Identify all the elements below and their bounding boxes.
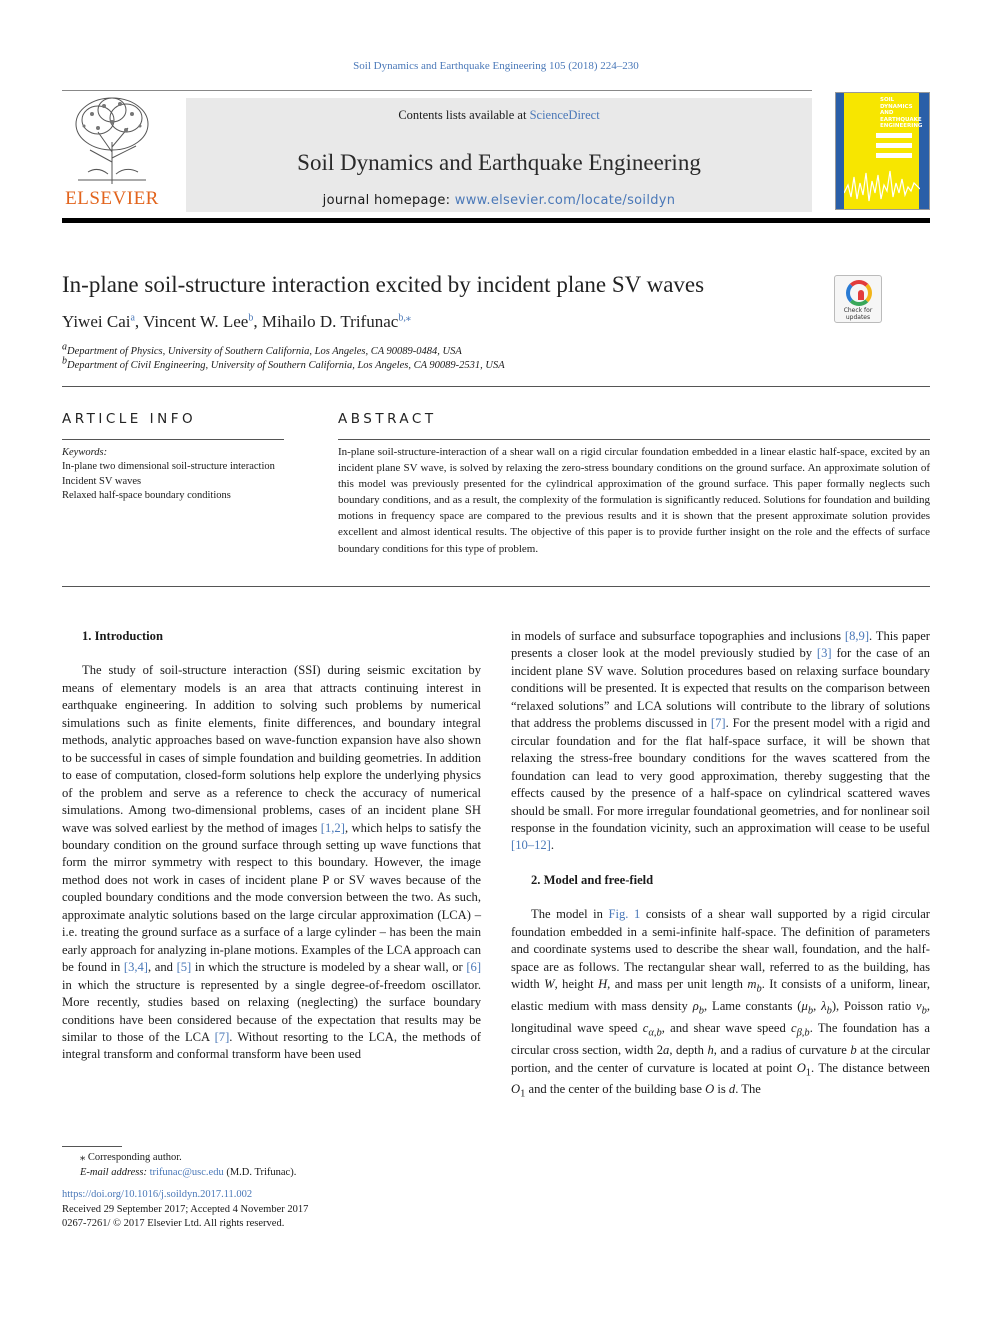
cover-bars [876, 133, 912, 163]
journal-homepage: journal homepage: www.elsevier.com/locate/soildyn [322, 193, 676, 208]
paragraph: in models of surface and subsurface topographies and inclusions [8,9]. This paper presents a closer look at the model previously studied by [3] for the case of an incident plane SV wave. Solution procedures based on relaxing surface boundary conditions will be presented. It is expected that results on the comparison between “relaxed solutions” and LCA solutions will contribute to the library of solutions that address the problems discussed in [7]. For the present model with a rigid and circular foundation and for the flat half-space surface, it will be shown that relaxing the stress-free boundary conditions for the waves scattered from the foundation can lead to very good approximation, thereby suggesting that the effects caused by the presence of a half-space on cylindrical scattered waves should be small. For more irregular foundational geometries, and for nonlinear soil response in the foundation vicinity, such an approximation will cease to be useful [10–12]. [511, 629, 930, 853]
paragraph: The study of soil-structure interaction (SSI) during seismic excitation by means of elementary models is an area that attracts continuing interest in earthquake engineering. In addition to solving such problems by numerical simulations such as finite elements, finite differences, and boundary integral methods, analytic approaches based on wave-function expansion have also shown to be successful in cases of simple foundation and building geometries. In addition to ease of computation, closed-form solutions help explore the underlying physics of the problem and serve as a reference to check the accuracy of numerical simulations. Among two-dimensional problems, cases of an incident plane SH wave was solved earliest by the method of images [1,2], which helps to satisfy the boundary condition on the ground surface through setting up wave functions that form the mirror symmetry with respect to this boundary. However, the image method does not work in cases of incident plane P or SV waves because of the coupled boundary conditions and the mode conversion between the two. As such, approximate analytic solutions based on the large circular approximation (LCA) – i.e. treating the ground surface as a surface of a large cylinder – has been the main early approach for analyzing in-plane motions. Examples of the LCA approach can be found in [3,4], and [5] in which the structure is modeled by a shear wall, or [6] in which the structure is represented by a single degree-of-freedom oscillator. More recently, studies based on relaxing (neglecting) the surface boundary conditions have been considered because of the expectation that results may be similar to those of the LCA [7]. Without resorting to the LCA, the methods of integral transform and conformal transform have been used [62, 663, 482, 1062]
section-heading: 1. Introduction [82, 629, 163, 643]
keywords-block [62, 446, 284, 503]
affiliations [62, 341, 505, 373]
article-info-heading: ARTICLE INFO [62, 411, 197, 427]
contents-line: Contents lists available at ScienceDirect [398, 108, 600, 122]
author-name[interactable]: Mihailo D. Trifunac [261, 312, 399, 331]
cover-seismogram-icon [844, 163, 920, 210]
affiliation-sup[interactable]: b,⁎ [398, 312, 411, 324]
footnote-rule [62, 1146, 122, 1147]
reference-link[interactable]: [7] [214, 1029, 230, 1044]
affiliation-item: $^a$Department of Physics, University of Southern California, Los Angeles, CA 90089-0484, USA [62, 341, 462, 357]
author-name[interactable]: Yiwei Cai [62, 312, 131, 331]
header-bottom-rule [62, 218, 930, 223]
column-left [62, 628, 481, 1064]
section-heading: 2. Model and free-field [531, 872, 654, 887]
divider [62, 586, 930, 587]
affiliation-sup[interactable]: a [130, 312, 135, 324]
abstract-heading: ABSTRACT [338, 411, 437, 427]
reference-link[interactable]: [3,4] [123, 960, 149, 975]
corresponding-author-note: ⁎ Corresponding author. [80, 1152, 182, 1163]
divider [338, 439, 930, 440]
keyword-item[interactable]: In-plane two dimensional soil-structure interaction [62, 461, 275, 473]
reference-link[interactable]: [6] [466, 960, 482, 975]
reference-link[interactable]: [3] [816, 646, 832, 661]
doi-link[interactable]: https://doi.org/10.1016/j.soildyn.2017.11.002 [62, 1189, 253, 1200]
received-dates: Received 29 September 2017; Accepted 4 November 2017 [62, 1203, 309, 1215]
homepage-link[interactable]: www.elsevier.com/locate/soildyn [454, 193, 676, 208]
journal-header [62, 90, 930, 220]
cover-title: SOIL DYNAMICS AND EARTHQUAKE ENGINEERING [880, 97, 923, 129]
footnotes [62, 1146, 482, 1180]
keyword-item[interactable]: Relaxed half-space boundary conditions [62, 489, 231, 501]
article-title: In-plane soil-structure interaction excited by incident plane SV waves [62, 272, 705, 297]
keywords-label: Keywords: [62, 447, 108, 458]
elsevier-tree-icon [68, 92, 156, 186]
paragraph: The model in Fig. 1 consists of a shear wall supported by a rigid circular foundation embedded in a semi-infinite half-space. The definition of parameters and coordinate systems used to describe the shear wall, foundation, and the half-space are as follows. The rectangular shear wall, referred to as the building, has width W, height H, and mass per unit length $m_b$. It consists of a uniform, linear, elastic medium with mass density $\rho_b$, Lame constants ($\mu_b$, $\lambda_b$), Poisson ratio $\nu_b$, longitudinal wave speed $c_{\alpha,b}$, and shear wave speed $c_{\beta,b}$. The foundation has a circular cross section, width 2a, depth h, and a radius of curvature b at the circular portion, and the center of curvature is located at point $O_1$. The distance between $O_1$ and the center of the building base O is d. The [511, 907, 931, 1100]
affiliation-item: $^b$Department of Civil Engineering, University of Southern California, Los Angeles, CA 90089-2531, USA [62, 355, 505, 371]
journal-cover-thumbnail[interactable] [835, 92, 930, 210]
affiliation-sup[interactable]: b [248, 312, 254, 324]
journal-name: Soil Dynamics and Earthquake Engineering [297, 150, 701, 175]
author-name[interactable]: Vincent W. Lee [143, 312, 249, 331]
abstract-text: In-plane soil-structure-interaction of a shear wall on a rigid circular foundation embedded in a linear elastic half-space, excited by an incident plane SV wave, is solved by relaxing the zero-stress boundary conditions on the ground surface. An approximate solution of this model was previously presented for the cylindrical approximation of the ground surface. This paper formally neglects such boundary conditions, and as a result, the complexity of the formulation is significantly reduced. Solutions for foundation and building motions in frequency space are compared to the previous results and it is shown that the present approximate solution provides excellent and almost identical results. The objective of this paper is to provide further insight on the role and the effects of surface boundary conditions for this type of problem. [338, 446, 930, 555]
email-note: E-mail address: trifunac@usc.edu (M.D. Trifunac). [80, 1166, 297, 1178]
reference-link[interactable]: [7] [710, 716, 726, 731]
reference-link[interactable]: [8,9] [844, 629, 870, 643]
sciencedirect-link[interactable]: ScienceDirect [529, 108, 600, 122]
elsevier-logo[interactable] [62, 92, 162, 210]
journal-citation[interactable]: Soil Dynamics and Earthquake Engineering 105 (2018) 224–230 [353, 60, 639, 72]
cover-side-stripe [836, 93, 844, 209]
column-right [511, 628, 930, 1103]
divider [62, 386, 930, 387]
keyword-item[interactable]: Incident SV waves [62, 475, 142, 487]
check-for-updates-badge[interactable] [834, 275, 882, 323]
publisher-name: ELSEVIER [65, 188, 159, 209]
article-meta [62, 1188, 308, 1232]
reference-link[interactable]: [10–12] [511, 838, 551, 853]
header-top-rule [62, 90, 812, 91]
copyright-line: 0267-7261/ © 2017 Elsevier Ltd. All rights reserved. [62, 1218, 285, 1229]
reference-link[interactable]: [1,2] [320, 820, 345, 835]
divider [62, 439, 284, 440]
author-list: Yiwei Cai$^a$, Vincent W. Lee$^b$, Mihailo D. Trifunac$^{b,⁎}$ [62, 312, 411, 331]
check-updates-icon [846, 280, 872, 306]
check-updates-label: Check for updates [843, 307, 873, 321]
journal-info-band [186, 98, 812, 212]
figure-link[interactable]: Fig. 1 [608, 907, 641, 922]
email-link[interactable]: trifunac@usc.edu [149, 1166, 224, 1178]
reference-link[interactable]: [5] [176, 960, 192, 975]
